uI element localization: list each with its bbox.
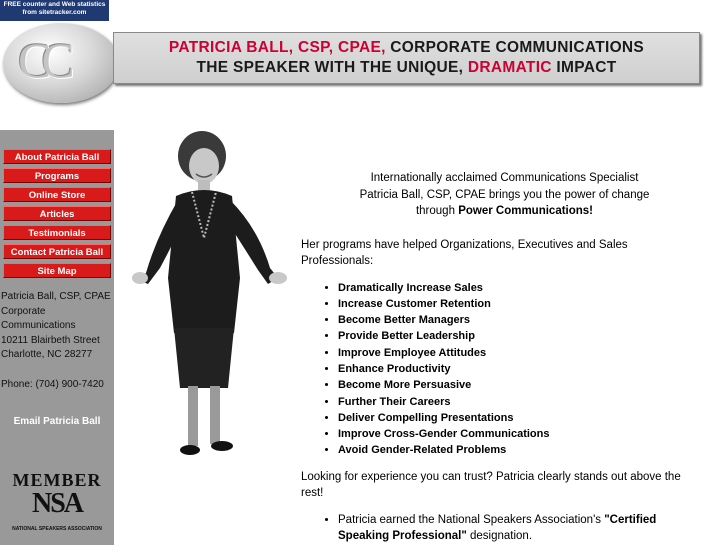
nav-programs[interactable]: Programs [3,168,111,183]
nav-about[interactable]: About Patricia Ball [3,149,111,164]
nav-online-store[interactable]: Online Store [3,187,111,202]
intro-line1: Internationally acclaimed Communications Specialist [370,172,639,184]
nsa-mark: NSA [31,488,82,519]
banner-title [114,39,699,57]
intro-power-communications: Power Communications! [458,205,594,217]
list-item: • Enhance Productivity [338,361,701,377]
main-content [301,170,701,555]
contact-org1: Corporate [1,305,46,317]
intro-line3-a: through [415,205,455,217]
contact-street: 10211 Blairbeth Street [1,334,100,346]
logo-monogram: CC [18,32,65,88]
contact-name: Patricia Ball, CSP, CPAE [1,291,111,302]
tagline-part1: THE SPEAKER WITH THE UNIQUE, [196,59,464,76]
intro-line3 [308,203,701,220]
intro-block [301,170,701,220]
nav-testimonials[interactable]: Testimonials [3,225,111,240]
cert-text-c: designation. [470,530,533,543]
banner-tagline [114,59,699,77]
nsa-member-text: MEMBER [12,470,102,490]
stat-counter-badge[interactable] [0,0,109,21]
list-item: • Improve Employee Attitudes [338,345,701,361]
header-banner [113,32,700,84]
tagline-dramatic: DRAMATIC [467,59,552,76]
nsa-member-logo [8,470,106,538]
list-item: • Dramatically Increase Sales [338,280,701,296]
list-item: • Become Better Managers [338,312,701,328]
list-item: • Further Their Careers [338,394,701,410]
list-item: • Increase Customer Retention [338,296,701,312]
list-item: • Improve Cross-Gender Communications [338,426,701,442]
badge-line2: from sitetracker.com [22,9,87,16]
list-item: • Provide Better Leadership [338,328,701,344]
programs-lead: Her programs have helped Organizations, Executives and Sales Professionals: [301,238,628,267]
benefits-list [301,280,701,459]
contact-spacer [1,363,113,378]
list-item: • Become More Persuasive [338,377,701,393]
intro-line2: Patricia Ball, CSP, CPAE brings you the power of change [359,188,650,201]
cert-text-a: Patricia earned the National Speakers Association's [338,513,602,526]
cert-designation: "Certified Speaking Professional" [338,513,657,543]
list-item: • Deliver Compelling Presentations [338,410,701,426]
contact-info [1,290,113,392]
contact-city: Charlotte, NC 28277 [1,349,93,361]
nav-site-map[interactable]: Site Map [3,263,111,278]
nsa-caption: NATIONAL SPEAKERS ASSOCIATION [12,526,102,532]
cert-item [338,512,701,545]
trust-paragraph: Looking for experience you can trust? Patricia clearly stands out above the rest! [301,470,681,500]
nav-articles[interactable]: Articles [3,206,111,221]
email-link[interactable]: Email Patricia Ball [13,416,101,427]
list-item: • Avoid Gender-Related Problems [338,442,701,458]
badge-line1: FREE counter and Web statistics [3,1,106,8]
tagline-part2: IMPACT [556,59,617,76]
banner-name: PATRICIA BALL, CSP, CPAE, [168,39,386,56]
cert-list [301,512,701,545]
speaker-photo [118,128,298,465]
banner-company: CORPORATE COMMUNICATIONS [390,39,645,56]
contact-org2: Communications [1,320,76,332]
contact-phone: Phone: (704) 900-7420 [1,378,104,390]
nav-contact[interactable]: Contact Patricia Ball [3,244,111,259]
